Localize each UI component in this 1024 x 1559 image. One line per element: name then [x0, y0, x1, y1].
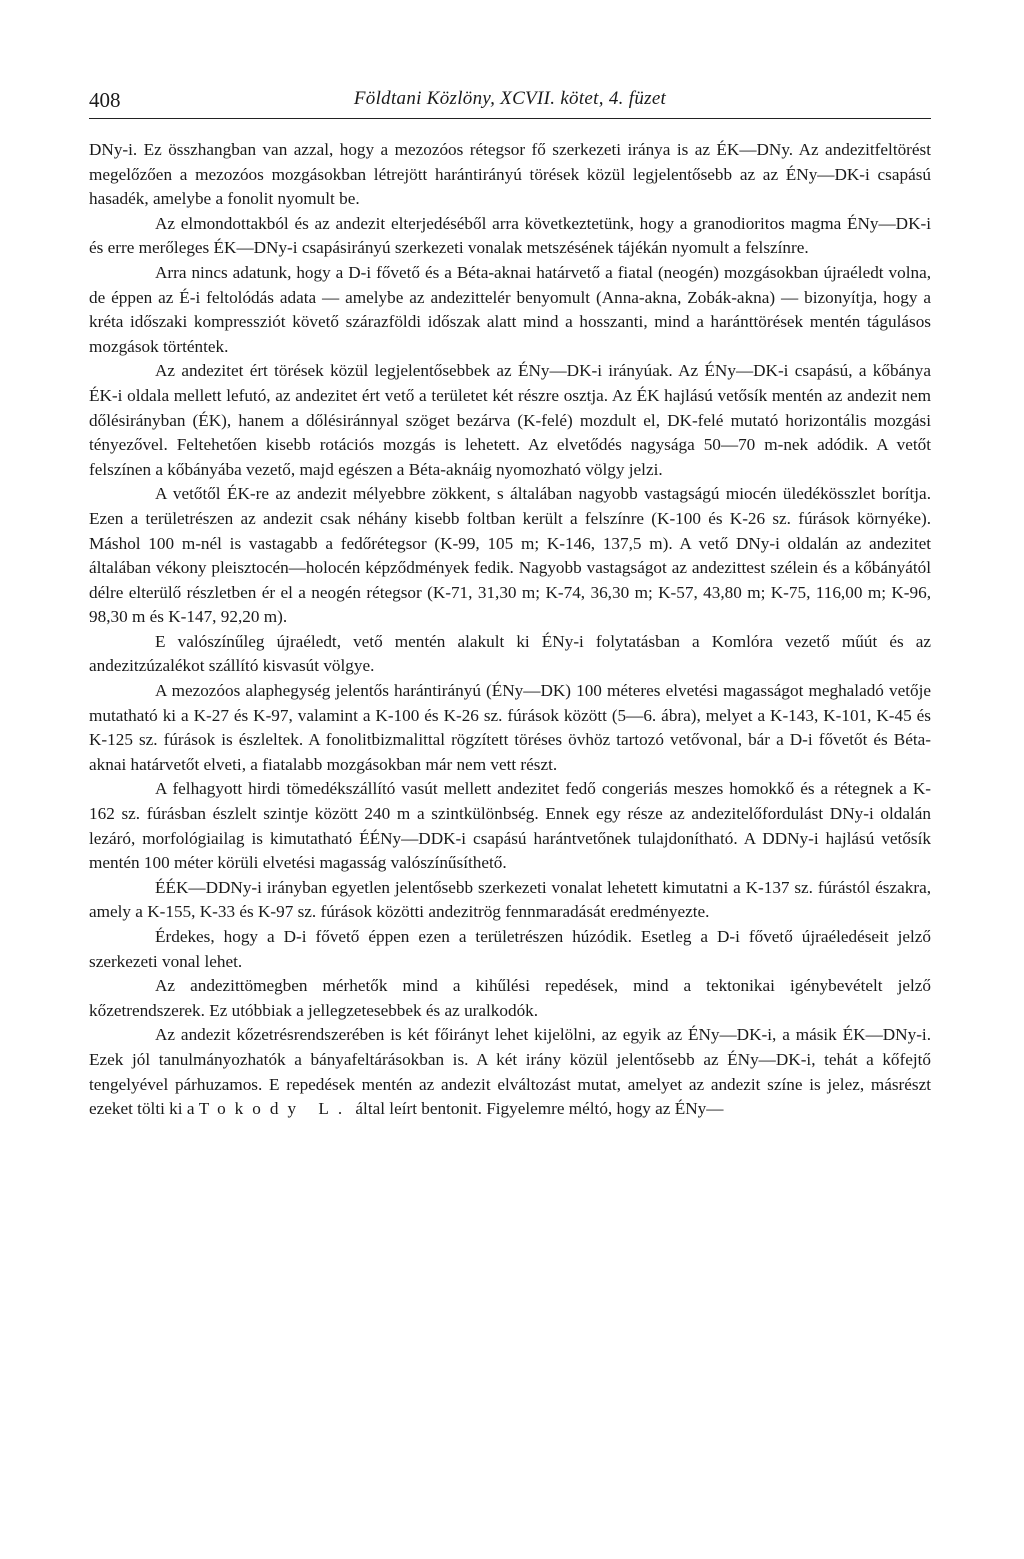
paragraph: Az elmondottakból és az andezit elterjedéséből arra következtetünk, hogy a granodioritos magma ÉNy—DK-i és erre merőleges ÉK—DNy-i csapásirányú szerkezeti vonalak metszésének tájékán nyomult a felszínre.: [89, 213, 931, 258]
paragraph-tail: által leírt bentonit. Figyelemre méltó, hogy az ÉNy—: [351, 1099, 724, 1119]
paragraph: Az andezittömegben mérhetők mind a kihűlési repedések, mind a tektonikai igénybevételt jelző kőzetrendszerek. Ez utóbbiak a jellegzetesebbek és az uralkodók.: [89, 976, 931, 1020]
paragraph: A vetőtől ÉK-re az andezit mélyebbre zökkent, s általában nagyobb vastagságú miocén üledékösszlet borítja. Ezen a területrészen az andezit csak néhány kisebb foltban került a felszínre (K-100 és K-26 sz. fúrások környéke). Máshol 100 m-nél is vastagabb a fedőrétegsor (K-99, 105 m; K-146, 137,5 m). A vető DNy-i oldalán az andezitet általában vékony pleisztocén—holocén képződmények fedik. Nagyobb vastagságot az andezittest szélein és a kőbányától délre elterülő részletben ér el a neogén rétegsor (K-71, 31,30 m; K-74, 36,30 m; K-57, 43,80 m; K-75, 116,00 m; K-96, 98,30 m és K-147, 92,20 m).: [89, 484, 931, 627]
running-header: [89, 84, 931, 119]
article-body: [89, 138, 931, 1122]
journal-page: [89, 84, 931, 1122]
paragraph-text: Az andezit kőzetrésrendszerében is két főirányt lehet kijelölni, az egyik az ÉNy—DK-i, a másik ÉK—DNy-i. Ezek jól tanulmányozhatók a bányafeltárásokban is. A két irány közül jelentősebb az ÉNy—DK-i, tehát a kőfejtő tengelyével párhuzamos. E repedések mentén az andezit elváltozást mutat, amelyet az andezit színe is jelez, másrészt ezeket tölti ki a: [89, 1025, 931, 1119]
paragraph: A felhagyott hirdi tömedékszállító vasút mellett andezitet fedő congeriás meszes homokkő és a rétegnek a K-162 sz. fúrásban észlelt szintje között 240 m a szintkülönbség. Ennek egy része az andezitelőfordulást DNy-i oldalán lezáró, morfológiailag is kimutatható ÉÉNy—DDK-i csapású harántvetőnek tulajdonítható. A DDNy-i hajlású vetősík mentén 100 méter körüli elvetési magasság valószínűsíthető.: [89, 779, 931, 873]
paragraph: A mezozóos alaphegység jelentős harántirányú (ÉNy—DK) 100 méteres elvetési magasságot meghaladó vetője mutatható ki a K-27 és K-97, valamint a K-100 és K-26 sz. fúrások között (5—6. ábra), melyet a K-143, K-101, K-45 és K-125 sz. fúrások is észleltek. A fonolitbizmalittal rögzített töréses övhöz tartozó vetővonal, bár a D-i fővetőt és Béta-aknai határvetőt elveti, a fiatalabb mozgásokban már nem vett részt.: [89, 681, 931, 774]
running-title: Földtani Közlöny, XCVII. kötet, 4. füzet: [353, 88, 667, 109]
paragraph: E valószínűleg újraéledt, vető mentén alakult ki ÉNy-i folytatásban a Komlóra vezető műút és az andezitzúzalékot szállító kisvasút völgye.: [89, 631, 931, 676]
paragraph: Az andezitet ért törések közül legjelentősebbek az ÉNy—DK-i irányúak. Az ÉNy—DK-i csapású, a kőbánya ÉK-i oldala mellett lefutó, az andezitet ért vető a területet két részre osztja. Az ÉK hajlású vetősík mentén az andezit nem dőlésirányban (ÉK), hanem a dőlésiránnyal szöget bezárva (K-felé) mozdult el, DK-felé mutató horizontális mozgási tényezővel. Feltehetően kisebb rotációs mozgás is lehetett. Az elvetődés nagysága 50—70 m-nek adódik. A vetőt felszínen a kőbányába vezető, majd egészen a Béta-aknáig nyomozható völgy jelzi.: [89, 361, 931, 479]
paragraph: ÉÉK—DDNy-i irányban egyetlen jelentősebb szerkezeti vonalat lehetett kimutatni a K-137 sz. fúrástól északra, amely a K-155, K-33 és K-97 sz. fúrások közötti andezitrög fennmaradását eredményezte.: [89, 877, 931, 922]
paragraph: Arra nincs adatunk, hogy a D-i fővető és a Béta-aknai határvető a fiatal (neogén) mozgásokban újraéledt volna, de éppen az É-i feltolódás adata — amelybe az andezittelér benyomult (Anna-akna, Zobák-akna) — bizonyítja, hogy a kréta időszaki kompressziót követő szárazföldi időszak alatt mind a hosszanti, mind a haránttörések mentén tágulásos mozgások történtek.: [89, 262, 931, 356]
paragraph: DNy-i. Ez összhangban van azzal, hogy a mezozóos rétegsor fő szerkezeti iránya is az ÉK—DNy. Az andezitfeltörést megelőzően a mezozóos mozgásokban létrejött harántirányú törések közül legjelentősebb az az ÉNy—DK-i csapású hasadék, amelybe a fonolit nyomult be.: [89, 140, 931, 209]
paragraph-last: [89, 1023, 931, 1121]
author-name: Tokody L.: [198, 1099, 352, 1119]
paragraph: Érdekes, hogy a D-i fővető éppen ezen a területrészen húzódik. Esetleg a D-i fővető újraéledéseit jelző szerkezeti vonal lehet.: [89, 927, 931, 971]
page-number: 408: [89, 88, 121, 112]
